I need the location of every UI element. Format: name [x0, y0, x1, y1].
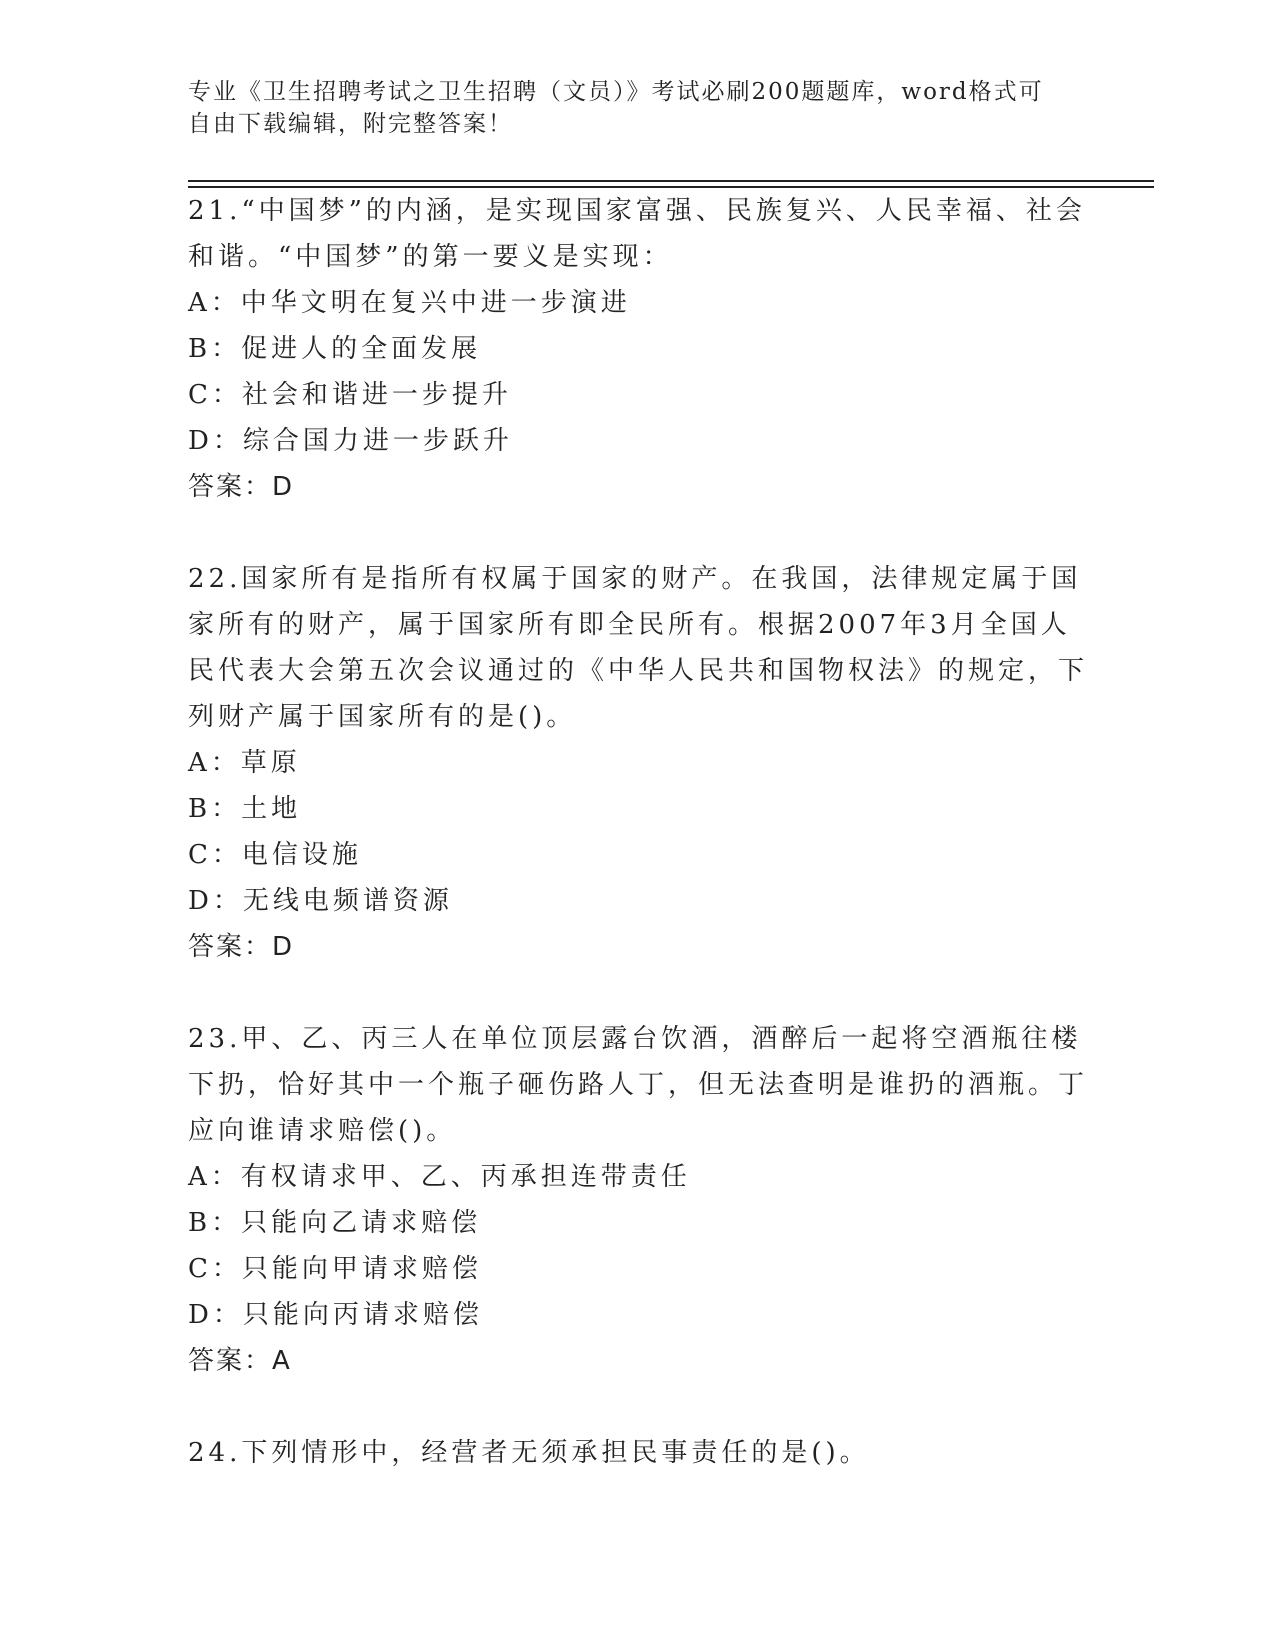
- option-b: B：促进人的全面发展: [188, 334, 482, 364]
- option-d: D：无线电频谱资源: [188, 886, 453, 916]
- option-a: A：有权请求甲、乙、丙承担连带责任: [188, 1162, 691, 1192]
- option-b: B：只能向乙请求赔偿: [188, 1208, 482, 1238]
- option-b: B：土地: [188, 794, 302, 824]
- question-stem: 21.“中国梦”的内涵，是实现国家富强、民族复兴、人民幸福、社会和谐。“中国梦”的第一要义是实现：: [188, 196, 1086, 272]
- spacer: [188, 970, 1088, 1016]
- question-stem: 24.下列情形中，经营者无须承担民事责任的是()。: [188, 1438, 870, 1468]
- spacer: [188, 1384, 1088, 1430]
- question-stem: 23.甲、乙、丙三人在单位顶层露台饮酒，酒醉后一起将空酒瓶往楼下扔，恰好其中一个瓶子砸伤路人丁，但无法查明是谁扔的酒瓶。丁应向谁请求赔偿()。: [188, 1024, 1089, 1146]
- document-header: 专业《卫生招聘考试之卫生招聘（文员）》考试必刷200题题库，word格式可自由下载编辑，附完整答案！: [188, 79, 1044, 137]
- spacer: [188, 510, 1088, 556]
- question-stem: 22.国家所有是指所有权属于国家的财产。在我国，法律规定属于国家所有的财产，属于国家所有即全民所有。根据2007年3月全国人民代表大会第五次会议通过的《中华人民共和国物权法》的规定，下列财产属于国家所有的是()。: [188, 564, 1089, 732]
- question-list: [188, 188, 1088, 1476]
- option-d: D：综合国力进一步跃升: [188, 426, 513, 456]
- answer: 答案：A: [188, 1346, 292, 1376]
- question-23: [188, 1016, 1088, 1384]
- option-d: D：只能向丙请求赔偿: [188, 1300, 483, 1330]
- option-c: C：社会和谐进一步提升: [188, 380, 512, 410]
- answer: 答案：D: [188, 932, 295, 962]
- question-22: [188, 556, 1088, 970]
- question-21: [188, 188, 1088, 510]
- option-a: A：草原: [188, 748, 301, 778]
- option-c: C：电信设施: [188, 840, 362, 870]
- question-24: [188, 1430, 1088, 1476]
- answer: 答案：D: [188, 472, 295, 502]
- option-c: C：只能向甲请求赔偿: [188, 1254, 482, 1284]
- option-a: A：中华文明在复兴中进一步演进: [188, 288, 631, 318]
- header-divider-top: [188, 180, 1154, 182]
